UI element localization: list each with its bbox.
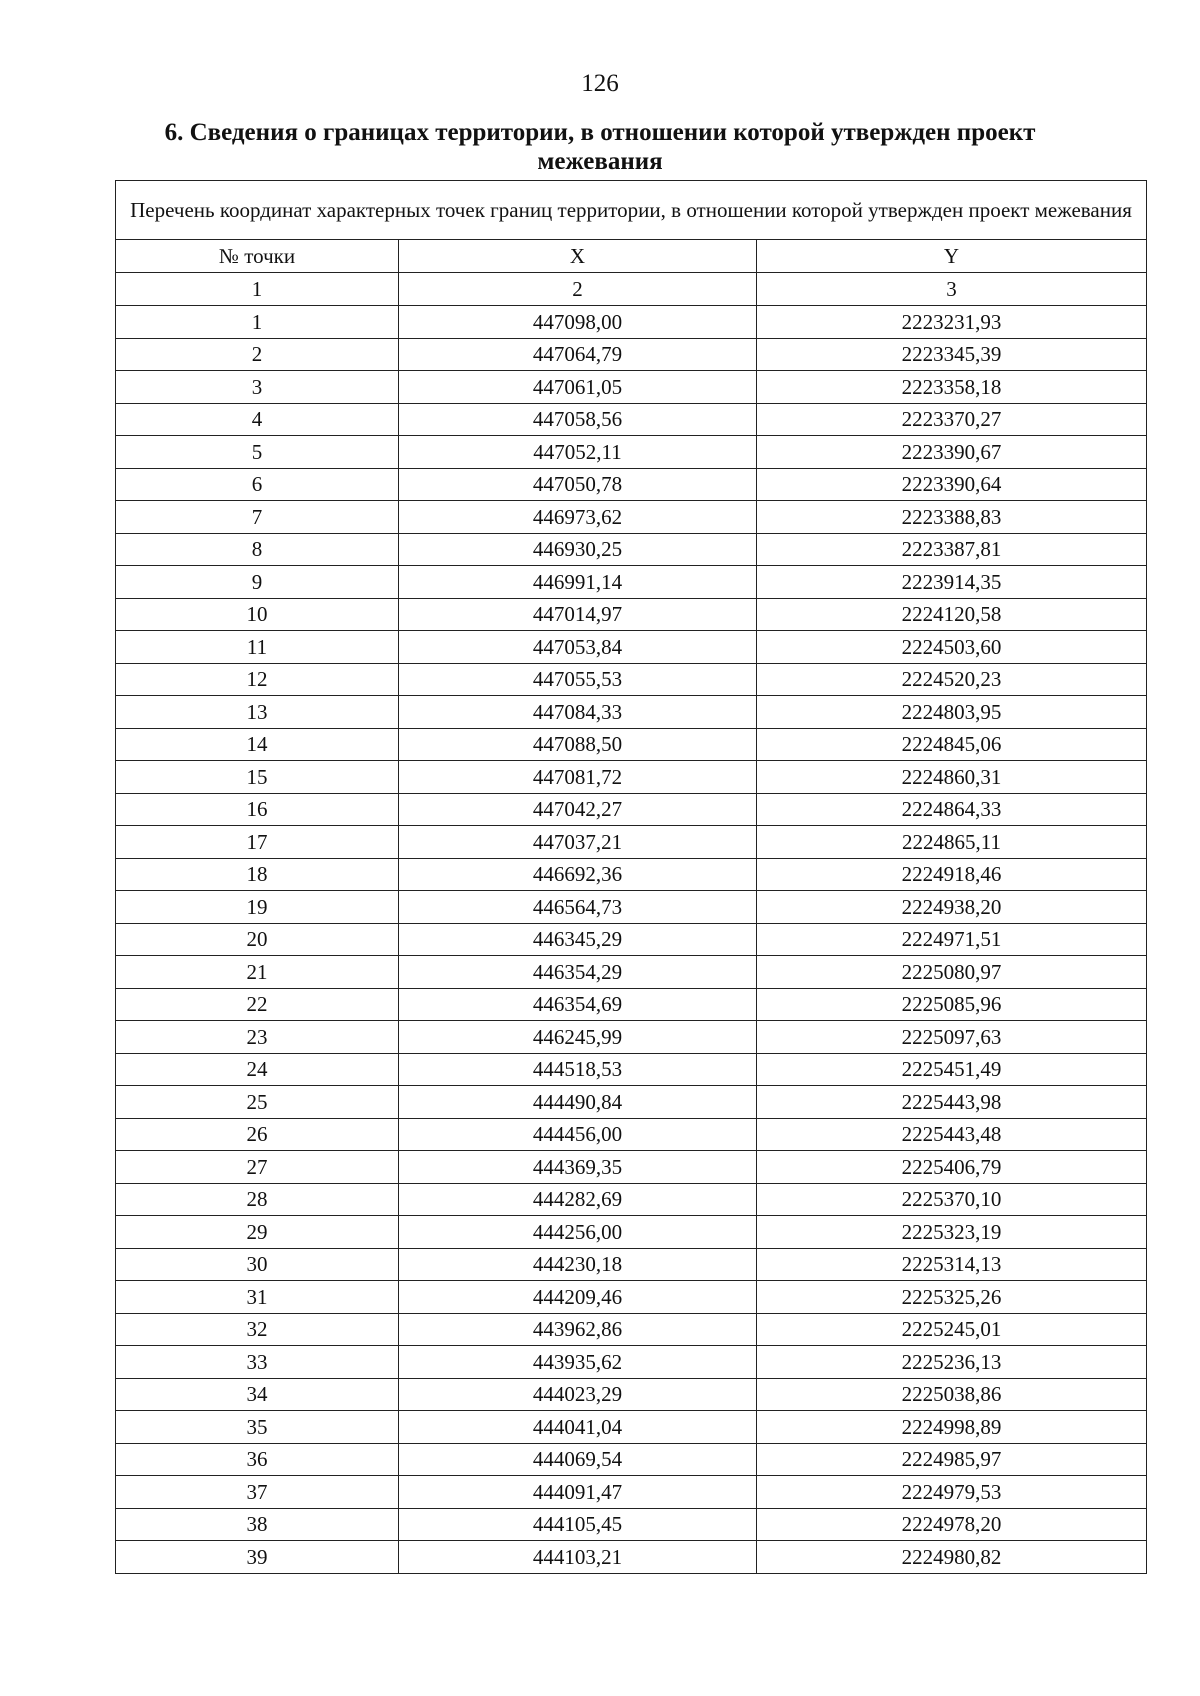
x-coordinate-cell: 446973,62 <box>399 501 757 534</box>
table-row <box>116 956 1147 989</box>
y-coordinate-cell: 2225314,13 <box>757 1248 1147 1281</box>
table-row <box>116 598 1147 631</box>
y-coordinate-cell: 2224864,33 <box>757 793 1147 826</box>
table-row <box>116 631 1147 664</box>
point-number-cell: 29 <box>116 1216 399 1249</box>
y-coordinate-cell: 2224803,95 <box>757 696 1147 729</box>
header-point-number: № точки <box>116 240 399 273</box>
x-coordinate-cell: 444256,00 <box>399 1216 757 1249</box>
x-coordinate-cell: 444103,21 <box>399 1541 757 1574</box>
x-coordinate-cell: 444091,47 <box>399 1476 757 1509</box>
table-header-row <box>116 240 1147 273</box>
table-row <box>116 1411 1147 1444</box>
y-coordinate-cell: 2223231,93 <box>757 306 1147 339</box>
x-coordinate-cell: 444369,35 <box>399 1151 757 1184</box>
header-y: Y <box>757 240 1147 273</box>
table-row <box>116 1053 1147 1086</box>
table-row <box>116 1281 1147 1314</box>
table-row <box>116 1183 1147 1216</box>
x-coordinate-cell: 444069,54 <box>399 1443 757 1476</box>
table-row <box>116 501 1147 534</box>
y-coordinate-cell: 2224503,60 <box>757 631 1147 664</box>
y-coordinate-cell: 2224978,20 <box>757 1508 1147 1541</box>
point-number-cell: 6 <box>116 468 399 501</box>
table-row <box>116 1216 1147 1249</box>
y-coordinate-cell: 2223914,35 <box>757 566 1147 599</box>
x-coordinate-cell: 446354,69 <box>399 988 757 1021</box>
x-coordinate-cell: 446991,14 <box>399 566 757 599</box>
point-number-cell: 39 <box>116 1541 399 1574</box>
x-coordinate-cell: 447055,53 <box>399 663 757 696</box>
x-coordinate-cell: 447081,72 <box>399 761 757 794</box>
y-coordinate-cell: 2223390,64 <box>757 468 1147 501</box>
x-coordinate-cell: 447064,79 <box>399 338 757 371</box>
point-number-cell: 22 <box>116 988 399 1021</box>
y-coordinate-cell: 2223390,67 <box>757 436 1147 469</box>
point-number-cell: 1 <box>116 306 399 339</box>
x-coordinate-cell: 446692,36 <box>399 858 757 891</box>
x-coordinate-cell: 447053,84 <box>399 631 757 664</box>
y-coordinate-cell: 2225245,01 <box>757 1313 1147 1346</box>
point-number-cell: 31 <box>116 1281 399 1314</box>
x-coordinate-cell: 447088,50 <box>399 728 757 761</box>
y-coordinate-cell: 2223387,81 <box>757 533 1147 566</box>
point-number-cell: 9 <box>116 566 399 599</box>
x-coordinate-cell: 447014,97 <box>399 598 757 631</box>
column-number: 1 <box>116 273 399 306</box>
y-coordinate-cell: 2225443,48 <box>757 1118 1147 1151</box>
table-row <box>116 338 1147 371</box>
table-row <box>116 761 1147 794</box>
table-row <box>116 1313 1147 1346</box>
table-row <box>116 1248 1147 1281</box>
table-row <box>116 1443 1147 1476</box>
table-row <box>116 1151 1147 1184</box>
y-coordinate-cell: 2223358,18 <box>757 371 1147 404</box>
table-row <box>116 793 1147 826</box>
x-coordinate-cell: 444456,00 <box>399 1118 757 1151</box>
y-coordinate-cell: 2224985,97 <box>757 1443 1147 1476</box>
x-coordinate-cell: 447058,56 <box>399 403 757 436</box>
table-caption: Перечень координат характерных точек границ территории, в отношении которой утвержден проект межевания <box>116 181 1147 240</box>
point-number-cell: 21 <box>116 956 399 989</box>
point-number-cell: 33 <box>116 1346 399 1379</box>
point-number-cell: 35 <box>116 1411 399 1444</box>
x-coordinate-cell: 447037,21 <box>399 826 757 859</box>
y-coordinate-cell: 2224520,23 <box>757 663 1147 696</box>
point-number-cell: 2 <box>116 338 399 371</box>
point-number-cell: 3 <box>116 371 399 404</box>
table-row <box>116 1021 1147 1054</box>
table-row <box>116 306 1147 339</box>
x-coordinate-cell: 446245,99 <box>399 1021 757 1054</box>
y-coordinate-cell: 2224120,58 <box>757 598 1147 631</box>
x-coordinate-cell: 444518,53 <box>399 1053 757 1086</box>
x-coordinate-cell: 447052,11 <box>399 436 757 469</box>
header-x: X <box>399 240 757 273</box>
y-coordinate-cell: 2225236,13 <box>757 1346 1147 1379</box>
point-number-cell: 18 <box>116 858 399 891</box>
page-number: 126 <box>581 70 619 97</box>
table-row <box>116 923 1147 956</box>
table-row <box>116 1476 1147 1509</box>
y-coordinate-cell: 2225406,79 <box>757 1151 1147 1184</box>
table-row <box>116 891 1147 924</box>
y-coordinate-cell: 2225085,96 <box>757 988 1147 1021</box>
x-coordinate-cell: 443962,86 <box>399 1313 757 1346</box>
y-coordinate-cell: 2224938,20 <box>757 891 1147 924</box>
point-number-cell: 20 <box>116 923 399 956</box>
point-number-cell: 19 <box>116 891 399 924</box>
x-coordinate-cell: 447061,05 <box>399 371 757 404</box>
y-coordinate-cell: 2225080,97 <box>757 956 1147 989</box>
point-number-cell: 37 <box>116 1476 399 1509</box>
point-number-cell: 15 <box>116 761 399 794</box>
x-coordinate-cell: 447050,78 <box>399 468 757 501</box>
coordinates-table <box>115 180 1147 1574</box>
table-row <box>116 1541 1147 1574</box>
x-coordinate-cell: 447098,00 <box>399 306 757 339</box>
point-number-cell: 28 <box>116 1183 399 1216</box>
x-coordinate-cell: 446345,29 <box>399 923 757 956</box>
table-row <box>116 1086 1147 1119</box>
table-caption-row <box>116 181 1147 240</box>
column-number-row <box>116 273 1147 306</box>
y-coordinate-cell: 2224971,51 <box>757 923 1147 956</box>
x-coordinate-cell: 444105,45 <box>399 1508 757 1541</box>
table-row <box>116 858 1147 891</box>
y-coordinate-cell: 2224845,06 <box>757 728 1147 761</box>
x-coordinate-cell: 444023,29 <box>399 1378 757 1411</box>
y-coordinate-cell: 2225370,10 <box>757 1183 1147 1216</box>
y-coordinate-cell: 2225443,98 <box>757 1086 1147 1119</box>
point-number-cell: 26 <box>116 1118 399 1151</box>
x-coordinate-cell: 447084,33 <box>399 696 757 729</box>
point-number-cell: 8 <box>116 533 399 566</box>
x-coordinate-cell: 443935,62 <box>399 1346 757 1379</box>
point-number-cell: 7 <box>116 501 399 534</box>
table-row <box>116 371 1147 404</box>
table-row <box>116 533 1147 566</box>
point-number-cell: 36 <box>116 1443 399 1476</box>
x-coordinate-cell: 444282,69 <box>399 1183 757 1216</box>
coordinates-table-body <box>116 181 1147 1574</box>
document-title: 6. Сведения о границах территории, в отношении которой утвержден проект межевания <box>164 119 1036 175</box>
point-number-cell: 27 <box>116 1151 399 1184</box>
table-row <box>116 728 1147 761</box>
y-coordinate-cell: 2224918,46 <box>757 858 1147 891</box>
point-number-cell: 32 <box>116 1313 399 1346</box>
point-number-cell: 38 <box>116 1508 399 1541</box>
column-number: 3 <box>757 273 1147 306</box>
x-coordinate-cell: 446564,73 <box>399 891 757 924</box>
y-coordinate-cell: 2225323,19 <box>757 1216 1147 1249</box>
y-coordinate-cell: 2224860,31 <box>757 761 1147 794</box>
table-row <box>116 468 1147 501</box>
y-coordinate-cell: 2224979,53 <box>757 1476 1147 1509</box>
table-row <box>116 826 1147 859</box>
point-number-cell: 34 <box>116 1378 399 1411</box>
x-coordinate-cell: 446354,29 <box>399 956 757 989</box>
y-coordinate-cell: 2224998,89 <box>757 1411 1147 1444</box>
y-coordinate-cell: 2223370,27 <box>757 403 1147 436</box>
table-row <box>116 436 1147 469</box>
y-coordinate-cell: 2224980,82 <box>757 1541 1147 1574</box>
point-number-cell: 11 <box>116 631 399 664</box>
table-row <box>116 988 1147 1021</box>
x-coordinate-cell: 444490,84 <box>399 1086 757 1119</box>
y-coordinate-cell: 2225325,26 <box>757 1281 1147 1314</box>
table-row <box>116 1346 1147 1379</box>
table-row <box>116 1378 1147 1411</box>
point-number-cell: 5 <box>116 436 399 469</box>
table-row <box>116 1118 1147 1151</box>
column-number: 2 <box>399 273 757 306</box>
table-row <box>116 663 1147 696</box>
point-number-cell: 13 <box>116 696 399 729</box>
point-number-cell: 16 <box>116 793 399 826</box>
point-number-cell: 17 <box>116 826 399 859</box>
x-coordinate-cell: 444209,46 <box>399 1281 757 1314</box>
point-number-cell: 4 <box>116 403 399 436</box>
x-coordinate-cell: 444230,18 <box>399 1248 757 1281</box>
y-coordinate-cell: 2225097,63 <box>757 1021 1147 1054</box>
x-coordinate-cell: 444041,04 <box>399 1411 757 1444</box>
point-number-cell: 12 <box>116 663 399 696</box>
table-row <box>116 566 1147 599</box>
table-row <box>116 1508 1147 1541</box>
point-number-cell: 14 <box>116 728 399 761</box>
point-number-cell: 24 <box>116 1053 399 1086</box>
x-coordinate-cell: 446930,25 <box>399 533 757 566</box>
point-number-cell: 10 <box>116 598 399 631</box>
table-row <box>116 696 1147 729</box>
y-coordinate-cell: 2223388,83 <box>757 501 1147 534</box>
y-coordinate-cell: 2223345,39 <box>757 338 1147 371</box>
y-coordinate-cell: 2225451,49 <box>757 1053 1147 1086</box>
y-coordinate-cell: 2224865,11 <box>757 826 1147 859</box>
point-number-cell: 23 <box>116 1021 399 1054</box>
x-coordinate-cell: 447042,27 <box>399 793 757 826</box>
point-number-cell: 30 <box>116 1248 399 1281</box>
point-number-cell: 25 <box>116 1086 399 1119</box>
y-coordinate-cell: 2225038,86 <box>757 1378 1147 1411</box>
table-row <box>116 403 1147 436</box>
